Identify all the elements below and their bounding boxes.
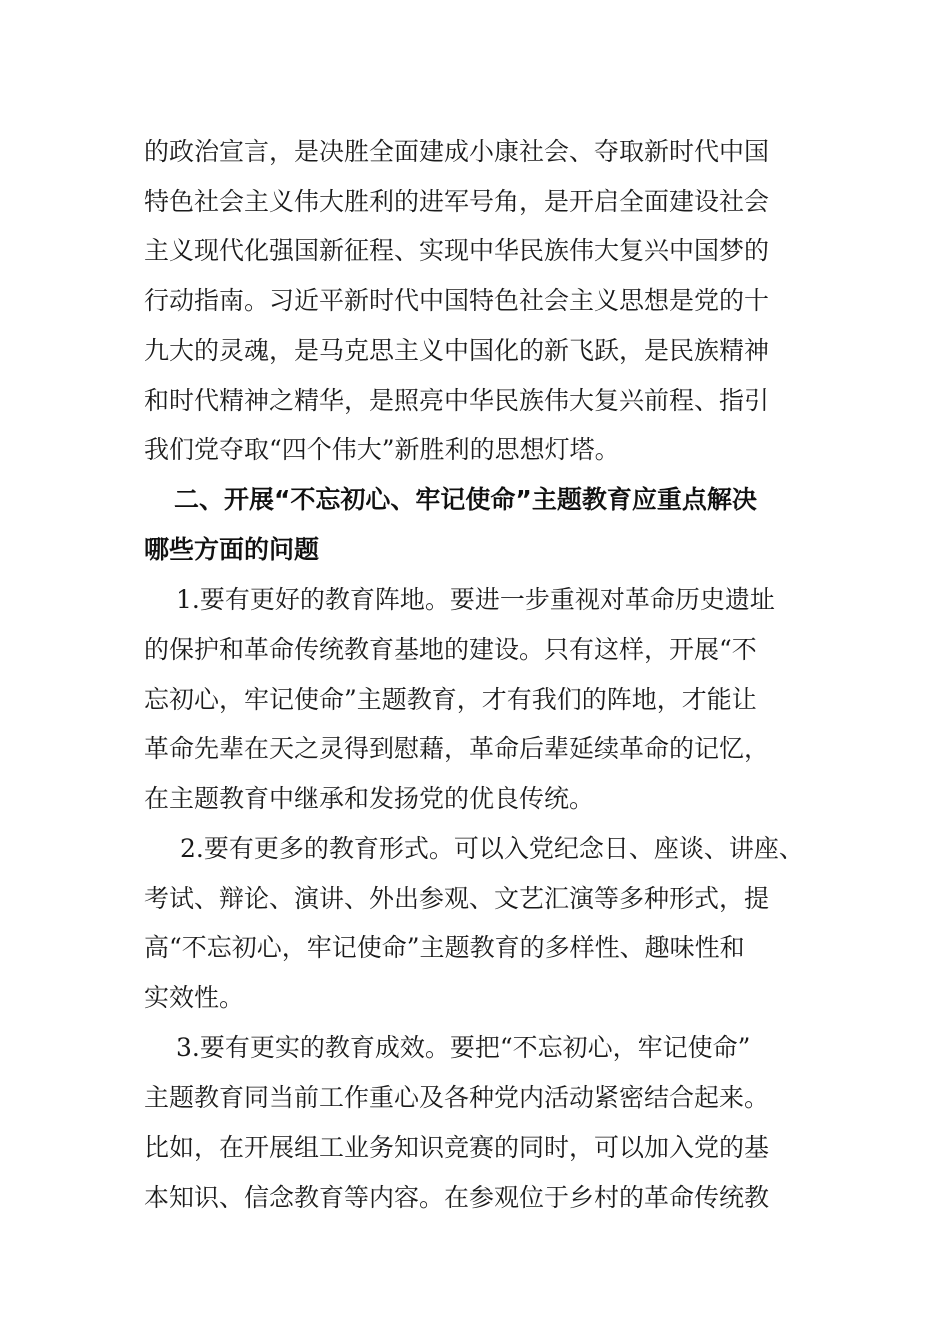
text-line: 本知识、信念教育等内容。在参观位于乡村的革命传统教 [144, 1183, 770, 1212]
text-line: 和时代精神之精华，是照亮中华民族伟大复兴前程、指引 [144, 386, 770, 415]
text-line: 在主题教育中继承和发扬党的优良传统。 [144, 784, 595, 813]
text-line: 行动指南。习近平新时代中国特色社会主义思想是党的十 [144, 286, 770, 315]
text-line: 实效性。 [144, 983, 245, 1012]
list-item-3: 3.要有更实的教育成效。要把“不忘初心，牢记使命” [176, 1033, 751, 1062]
list-item-1: 1.要有更好的教育阵地。要进一步重视对革命历史遗址 [176, 585, 775, 614]
text-line: 比如，在开展组工业务知识竞赛的同时，可以加入党的基 [144, 1133, 770, 1162]
text-line: 的保护和革命传统教育基地的建设。只有这样，开展“不 [144, 635, 757, 664]
text-line: 主题教育同当前工作重心及各种党内活动紧密结合起来。 [144, 1083, 770, 1112]
text-line: 的政治宣言，是决胜全面建成小康社会、夺取新时代中国 [144, 137, 770, 166]
list-item-2: 2.要有更多的教育形式。可以入党纪念日、座谈、讲座、 [180, 834, 804, 863]
text-line: 特色社会主义伟大胜利的进军号角，是开启全面建设社会 [144, 187, 770, 216]
section-heading: 二、开展“不忘初心、牢记使命”主题教育应重点解决 [174, 485, 757, 514]
text-line: 高“不忘初心，牢记使命”主题教育的多样性、趣味性和 [144, 933, 745, 962]
text-line: 忘初心，牢记使命”主题教育，才有我们的阵地，才能让 [144, 685, 757, 714]
section-heading-continued: 哪些方面的问题 [144, 535, 320, 564]
text-line: 考试、辩论、演讲、外出参观、文艺汇演等多种形式，提 [144, 884, 770, 913]
text-line: 革命先辈在天之灵得到慰藉，革命后辈延续革命的记忆， [144, 734, 770, 763]
text-line: 主义现代化强国新征程、实现中华民族伟大复兴中国梦的 [144, 236, 770, 265]
text-line: 我们党夺取“四个伟大”新胜利的思想灯塔。 [144, 435, 620, 464]
text-line: 九大的灵魂，是马克思主义中国化的新飞跃，是民族精神 [144, 336, 770, 365]
